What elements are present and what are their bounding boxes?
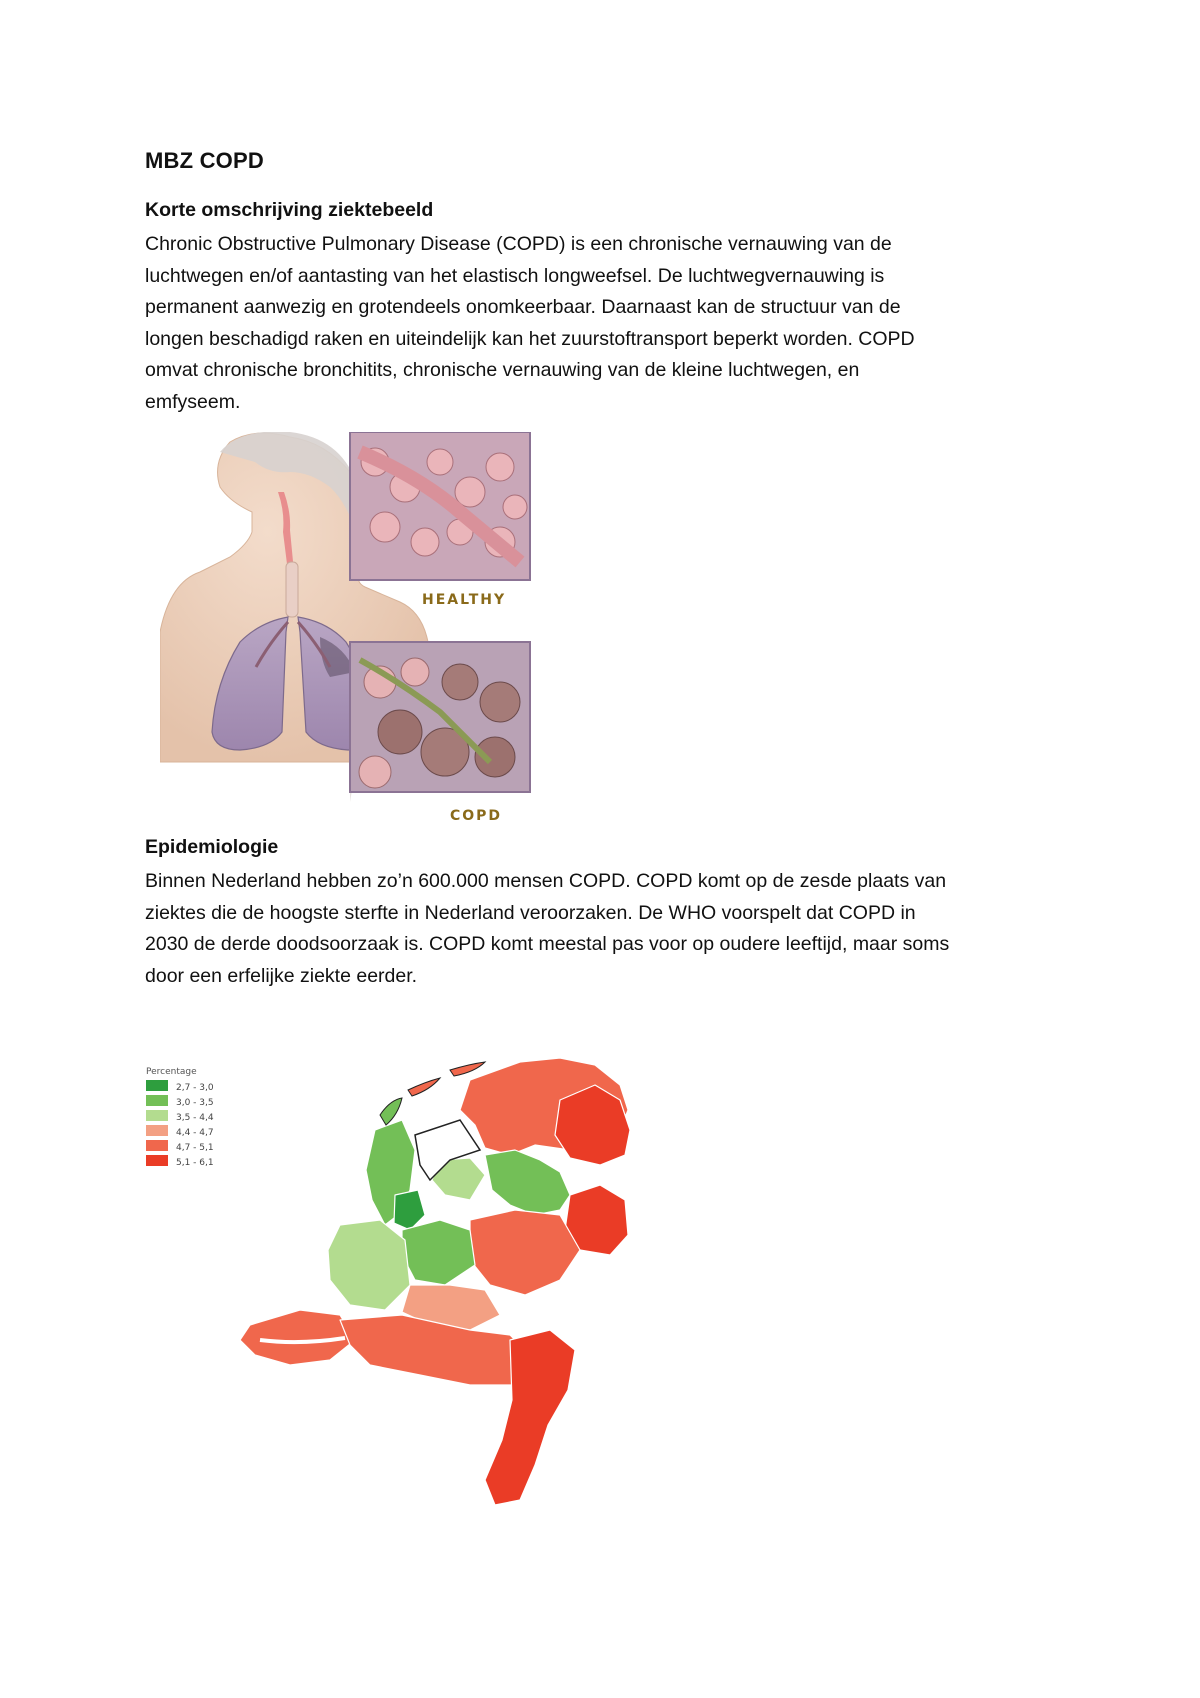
paragraph-line: luchtwegen en/of aantasting van het elastisch longweefsel. De luchtwegvernauwing is <box>145 264 885 287</box>
paragraph-line: omvat chronische bronchitits, chronische vernauwing van de kleine luchtwegen, en <box>145 359 860 381</box>
region-utrecht <box>402 1220 475 1285</box>
legend-label: 4,7 - 5,1 <box>176 1143 214 1153</box>
section-heading-epidemiology: Epidemiologie <box>145 836 279 858</box>
section-paragraph-description <box>145 229 1075 418</box>
region-amsterdam <box>394 1190 425 1230</box>
legend-swatch <box>146 1155 168 1166</box>
section-paragraph-epidemiology <box>145 866 1075 992</box>
region-brabant <box>340 1315 535 1385</box>
paragraph-line: 2030 de derde doodsoorzaak is. COPD komt meestal pas voor op oudere leeftijd, maar soms <box>145 933 950 955</box>
region-zuid-holland <box>328 1220 410 1310</box>
legend-label: 4,4 - 4,7 <box>176 1128 214 1138</box>
paragraph-line: Chronic Obstructive Pulmonary Disease (COPD) is een chronische vernauwing van de <box>145 233 892 255</box>
legend-label: 5,1 - 6,1 <box>176 1158 214 1168</box>
legend-label: 3,5 - 4,4 <box>176 1113 214 1123</box>
legend-swatch <box>146 1095 168 1106</box>
netherlands-copd-map <box>140 1040 660 1540</box>
paragraph-line: door een erfelijke ziekte eerder. <box>145 964 418 987</box>
copd-label: COPD <box>450 808 503 824</box>
region-gelderland <box>470 1210 580 1295</box>
section-heading-description: Korte omschrijving ziektebeeld <box>145 199 434 221</box>
document-title: MBZ COPD <box>145 148 264 173</box>
map-legend <box>146 1067 214 1168</box>
legend-swatch <box>146 1080 168 1091</box>
paragraph-line: permanent aanwezig en grotendeels onomkeerbaar. Daarnaast kan de structuur van de <box>145 296 901 318</box>
paragraph-line: longen beschadigd raken en uiteindelijk kan het zuurstoftransport beperkt worden. COPD <box>145 327 915 350</box>
legend-swatch <box>146 1125 168 1136</box>
paragraph-line: emfyseem. <box>145 390 241 413</box>
legend-title: Percentage <box>146 1067 197 1077</box>
legend-label: 2,7 - 3,0 <box>176 1083 214 1093</box>
healthy-label: HEALTHY <box>422 592 507 608</box>
paragraph-line: ziektes die de hoogste sterfte in Nederland veroorzaken. De WHO voorspelt dat COPD in <box>145 901 916 924</box>
legend-swatch <box>146 1140 168 1151</box>
paragraph-line: Binnen Nederland hebben zo’n 600.000 mensen COPD. COPD komt op de zesde plaats van <box>145 870 947 892</box>
region-flevoland <box>485 1150 570 1215</box>
legend-label: 3,0 - 3,5 <box>176 1098 214 1108</box>
legend-swatch <box>146 1110 168 1121</box>
map-regions <box>240 1058 630 1505</box>
copd-lung-illustration <box>160 432 630 832</box>
